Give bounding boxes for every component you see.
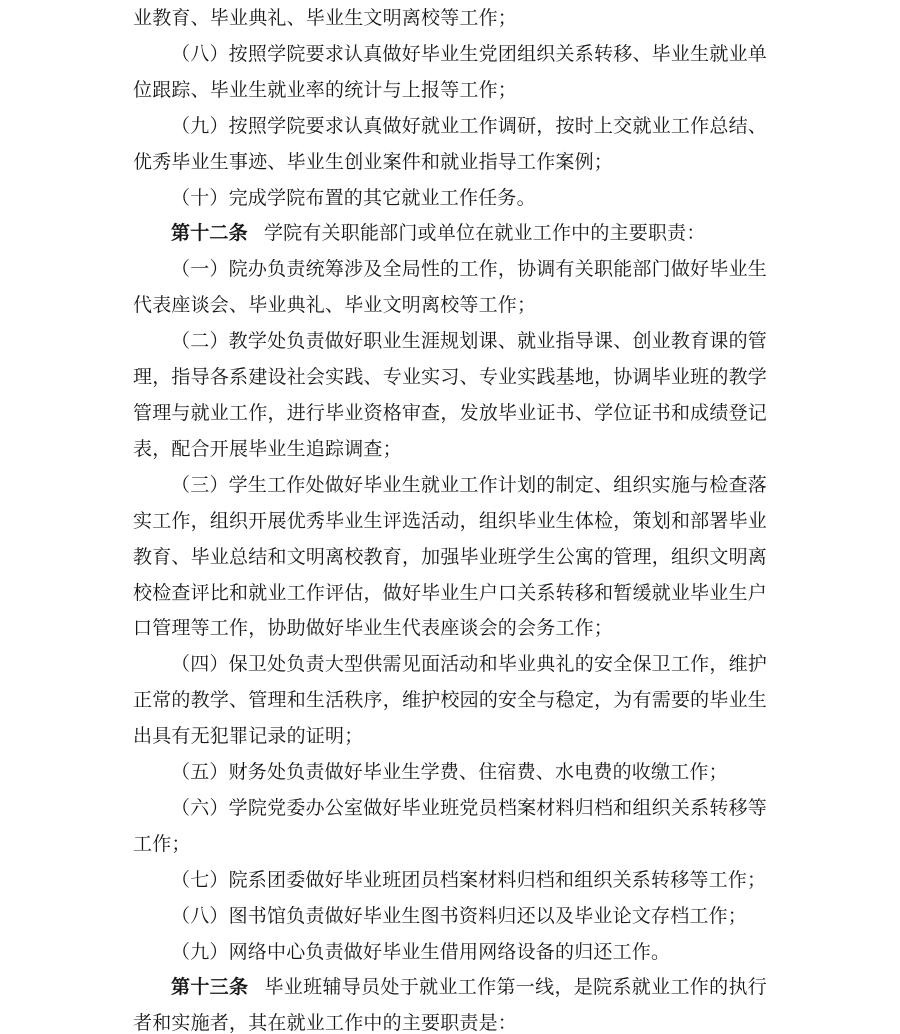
body-paragraph: [133, 468, 767, 648]
article-number-label: 第十三条: [171, 977, 249, 999]
paragraph-text: （一）院办负责统筹涉及全局性的工作，协调有关职能部门做好毕业生代表座谈会、毕业典礼、毕业文明离校等工作；: [133, 259, 767, 317]
body-paragraph: [133, 252, 767, 324]
body-paragraph: [133, 181, 767, 217]
paragraph-text: （九）按照学院要求认真做好就业工作调研，按时上交就业工作总结、优秀毕业生事迹、毕业生创业案件和就业指导工作案例；: [133, 115, 767, 173]
paragraph-text: （八）图书馆负责做好毕业生图书资料归还以及毕业论文存档工作；: [171, 905, 748, 927]
paragraph-text: （九）网络中心负责做好毕业生借用网络设备的归还工作。: [171, 941, 671, 963]
article-paragraph: [133, 216, 767, 252]
body-paragraph: [133, 109, 767, 181]
paragraph-text: （三）学生工作处做好毕业生就业工作计划的制定、组织实施与检查落实工作，组织开展优秀毕业生评选活动，组织毕业生体检，策划和部署毕业教育、毕业总结和文明离校教育，加强毕业班学生公寓的管理，组织文明离校检查评比和就业工作评估，做好毕业生户口关系转移和暂缓就业毕业生户口管理等工作，协助做好毕业生代表座谈会的会务工作；: [133, 474, 767, 640]
article-paragraph: [133, 970, 767, 1034]
paragraph-text: 毕业班辅导员处于就业工作第一线，是院系就业工作的执行者和实施者，其在就业工作中的主要职责是：: [133, 977, 767, 1034]
body-paragraph: [133, 899, 767, 935]
paragraph-text: （八）按照学院要求认真做好毕业生党团组织关系转移、毕业生就业单位跟踪、毕业生就业率的统计与上报等工作；: [133, 43, 767, 101]
paragraph-text: （五）财务处负责做好毕业生学费、住宿费、水电费的收缴工作；: [171, 762, 728, 784]
paragraph-text: （十）完成学院布置的其它就业工作任务。: [171, 187, 536, 209]
paragraph-text: （四）保卫处负责大型供需见面活动和毕业典礼的安全保卫工作，维护正常的教学、管理和生活秩序，维护校园的安全与稳定，为有需要的毕业生出具有无犯罪记录的证明；: [133, 654, 767, 748]
article-number-label: 第十二条: [171, 223, 248, 245]
paragraph-text: （二）教学处负责做好职业生涯规划课、就业指导课、创业教育课的管理，指导各系建设社会实践、专业实习、专业实践基地，协调毕业班的教学管理与就业工作，进行毕业资格审查，发放毕业证书、学位证书和成绩登记表，配合开展毕业生追踪调查；: [133, 331, 767, 460]
body-paragraph: [133, 324, 767, 468]
body-paragraph: [133, 1, 767, 37]
body-paragraph: [133, 37, 767, 109]
paragraph-text: （七）院系团委做好毕业班团员档案材料归档和组织关系转移等工作；: [171, 869, 767, 891]
body-paragraph: [133, 755, 767, 791]
body-paragraph: [133, 791, 767, 863]
paragraph-text: （六）学院党委办公室做好毕业班党员档案材料归档和组织关系转移等工作；: [133, 797, 767, 855]
body-paragraph: [133, 935, 767, 971]
paragraph-text: 业教育、毕业典礼、毕业生文明离校等工作；: [133, 8, 518, 29]
body-paragraph: [133, 647, 767, 755]
paragraph-text: 学院有关职能部门或单位在就业工作中的主要职责：: [263, 223, 706, 245]
body-paragraph: [133, 863, 767, 899]
